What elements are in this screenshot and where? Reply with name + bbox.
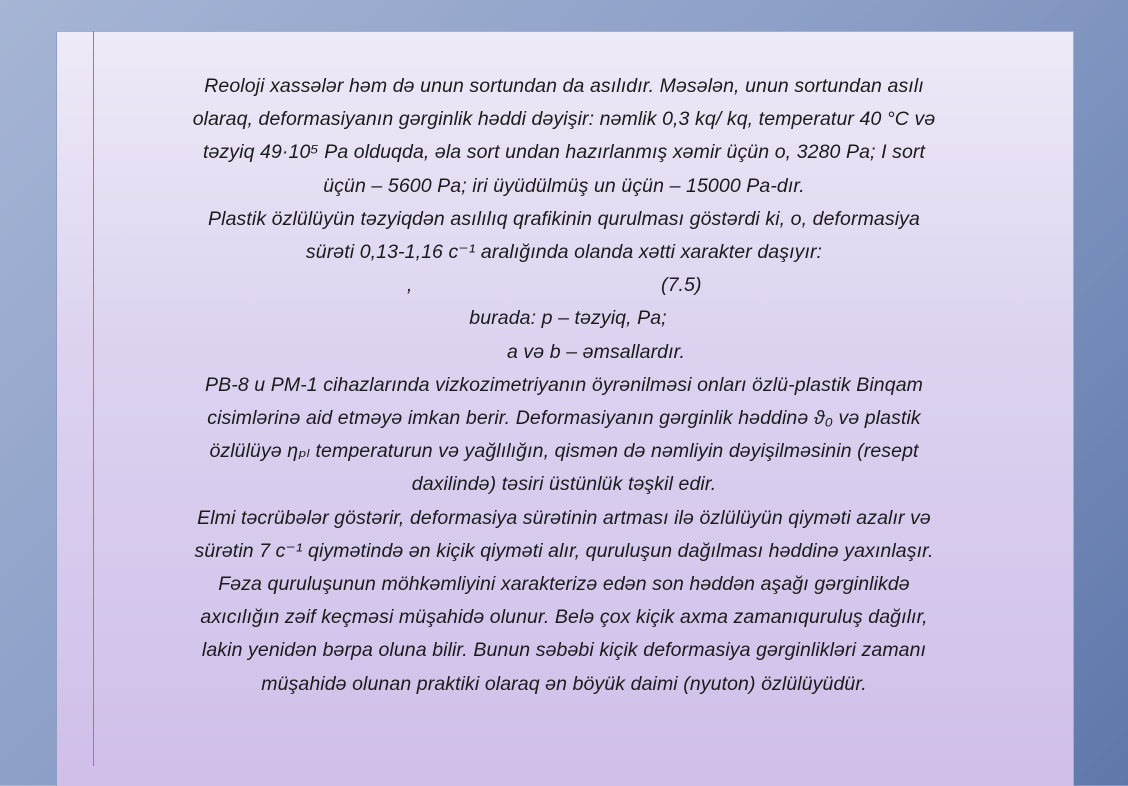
text-line: özlülüyə ηₚₗ temperaturun və yağlılığın, qismən də nəmliyin dəyişilməsinin (resept <box>209 440 919 463</box>
text-line: olaraq, deformasiyanın gərginlik həddi dəyişir: nəmlik 0,3 kq/ kq, temperatur 40 °C və <box>192 108 936 131</box>
text-line: Reoloji xassələr həm də unun sortundan da asılıdır. Məsələn, unun sortundan asılı <box>204 75 924 97</box>
equation-number: (7.5) <box>661 274 702 297</box>
text-line: Plastik özlülüyün təzyiqdən asılılıq qrafikinin qurulması göstərdi ki, o, deformasiya <box>208 207 920 230</box>
text-line: üçün – 5600 Pa; iri üyüdülmüş un üçün – 15000 Pa-dır. <box>323 174 805 197</box>
text-line: cisimlərinə aid etməyə imkan berir. Deformasiyanın gərginlik həddinə ϑ₀ və plastik <box>207 407 921 430</box>
text-line: PB-8 u PM-1 cihazlarında vizkozimetriyanın öyrənilməsi onları özlü-plastik Binqam <box>205 373 923 396</box>
formula-comma: , <box>407 274 413 297</box>
text-line: Elmi təcrübələr göstərir, deformasiya sürətinin artması ilə özlülüyün qiyməti azalır və <box>197 506 931 529</box>
text-line: sürətin 7 c⁻¹ qiymətində ən kiçik qiyməti alır, quruluşun dağılması həddinə yaxınlaşır. <box>194 539 934 562</box>
text-line: daxilində) təsiri üstünlük təşkil edir. <box>411 473 717 496</box>
text-line: müşahidə olunan praktiki olaraq ən böyük daimi (nyuton) özlülüyüdür. <box>261 672 867 695</box>
where-line: burada: p – təzyiq, Pa; <box>469 307 667 330</box>
document-body <box>56 70 1072 701</box>
text-line: lakin yenidən bərpa oluna bilir. Bunun səbəbi kiçik deformasiya gərginlikləri zamanı <box>201 639 927 662</box>
text-line: Fəza quruluşunun möhkəmliyini xarakterizə edən son həddən aşağı gərginlikdə <box>218 573 910 596</box>
text-line: sürəti 0,13-1,16 c⁻¹ aralığında olanda xətti xarakter daşıyır: <box>305 241 823 264</box>
formula-line <box>56 269 1072 302</box>
text-line: axıcılığın zəif keçməsi müşahidə olunur. Belə çox kiçik axma zamanıquruluş dağılır, <box>200 606 928 629</box>
text-line: təzyiq 49·10⁵ Pa olduqda, əla sort undan hazırlanmış xəmir üçün o, 3280 Pa; I sort <box>202 141 926 164</box>
coefficients-line: a və b – əmsallardır. <box>506 340 686 363</box>
